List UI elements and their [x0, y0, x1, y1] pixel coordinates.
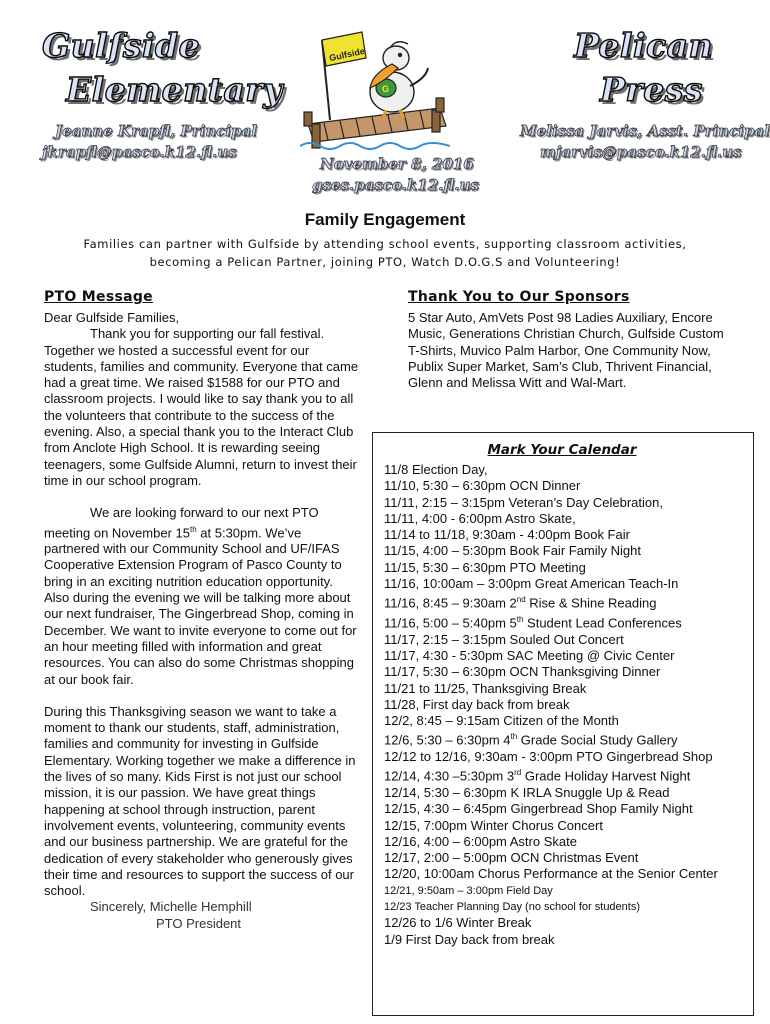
pto-greeting: Dear Gulfside Families, — [44, 310, 180, 325]
calendar-entry: 11/16, 8:45 – 9:30am 2nd Rise & Shine Reading — [384, 595, 657, 611]
calendar-heading: Mark Your Calendar — [487, 442, 637, 458]
calendar-entry: 11/8 Election Day, — [384, 462, 488, 477]
pto-paragraph-2: We are looking forward to our next PTO meeting on November 15th at 5:30pm. We’ve partnered with our Community School and UF/IFAS Cooperative Extension Program of Pasco County to bring in an exciting nutrition education opportunity. Also during the evening we will be talking more about our next fundraiser, The Gingerbread Shop, coming in December. We want to invite everyone to come out for an hour meeting filled with information and great resources. You can also do some Christmas shopping at our book fair. — [44, 505, 357, 687]
calendar-entry: 12/16, 4:00 – 6:00pm Astro Skate — [384, 833, 577, 849]
asst-principal-email[interactable]: mjarvis@pasco.k12.fl.us — [540, 143, 742, 161]
pto-paragraph-1: Thank you for supporting our fall festival. Together we hosted a successful event for our students, families and community. Everyone that came had a great time. We raised $1588 for our PTO and classroom projects. I would like to say thank you to all the volunteers that contribute to the success of the evening. Also, a special thank you to the Interact Club from Anclote High School. It is rewarding seeing teenagers, some Gulfside Alumni, return to invest their time in our school program. — [44, 326, 359, 488]
school-name-line1: Gulfside — [42, 26, 201, 65]
calendar-entry: 11/16, 10:00am – 3:00pm Great American Teach-In — [384, 576, 679, 592]
pto-message-heading: PTO Message — [44, 289, 153, 305]
calendar-list — [384, 462, 748, 948]
calendar-entry: 11/17, 4:30 - 5:30pm SAC Meeting @ Civic Center — [384, 647, 675, 663]
asst-principal-name: Melissa Jarvis, Asst. Principal — [520, 122, 770, 140]
school-name-line2: Elementary — [66, 70, 283, 109]
pelican-mascot-illustration — [300, 28, 450, 150]
pto-signer: PTO President — [156, 915, 242, 931]
calendar-entry: 12/20, 10:00am Chorus Performance at the Senior Center — [384, 866, 718, 882]
calendar-entry: 12/21, 9:50am – 3:00pm Field Day — [384, 884, 553, 897]
calendar-entry: 1/9 First Day back from break — [384, 931, 555, 947]
pto-message-body — [44, 310, 360, 932]
calendar-entry: 12/15, 7:00pm Winter Chorus Concert — [384, 817, 603, 833]
calendar-entry: 12/12 to 12/16, 9:30am - 3:00pm PTO Gingerbread Shop — [384, 749, 713, 765]
calendar-entry: 12/26 to 1/6 Winter Break — [384, 915, 532, 931]
flag-text: Gulfside — [328, 45, 366, 64]
calendar-entry: 12/2, 8:45 – 9:15am Citizen of the Month — [384, 713, 619, 729]
calendar-entry: 11/17, 2:15 – 3:15pm Souled Out Concert — [384, 631, 624, 647]
calendar-entry: 11/21 to 11/25, Thanksgiving Break — [384, 680, 587, 696]
theme-text-line1: Families can partner with Gulfside by attending school events, supporting classroom activities, — [83, 237, 687, 251]
theme-title: Family Engagement — [304, 210, 466, 229]
paper-name-line2: Press — [600, 70, 703, 109]
pto-closing: Sincerely, Michelle Hemphill — [90, 899, 252, 915]
svg-text:G: G — [382, 84, 390, 94]
calendar-entry: 12/17, 2:00 – 5:00pm OCN Christmas Event — [384, 850, 639, 866]
calendar-entry: 11/14 to 11/18, 9:30am - 4:00pm Book Fair — [384, 527, 630, 543]
calendar-entry: 11/11, 4:00 - 6:00pm Astro Skate, — [384, 510, 576, 526]
calendar-entry: 12/15, 4:30 – 6:45pm Gingerbread Shop Family Night — [384, 801, 693, 817]
sponsors-heading: Thank You to Our Sponsors — [408, 289, 630, 305]
paper-name-line1: Pelican — [574, 26, 713, 65]
issue-date: November 8, 2016 — [320, 155, 474, 173]
principal-name: Jeanne Krapfl, Principal — [55, 122, 257, 140]
calendar-entry: 11/15, 5:30 – 6:30pm PTO Meeting — [384, 559, 586, 575]
calendar-entry: 11/10, 5:30 – 6:30pm OCN Dinner — [384, 478, 581, 494]
theme-text-line2: becoming a Pelican Partner, joining PTO, Watch D.O.G.S and Volunteering! — [149, 255, 621, 269]
calendar-entry: 11/28, First day back from break — [384, 696, 570, 712]
calendar-entry: 12/23 Teacher Planning Day (no school for students) — [384, 901, 641, 914]
calendar-entry: 11/15, 4:00 – 5:30pm Book Fair Family Night — [384, 543, 641, 559]
pto-paragraph-3: During this Thanksgiving season we want to take a moment to thank our students, staff, administration, families and community for investing in Gulfside Elementary. Working together we make a difference in the lives of so many. Kids First is not just our school mission, it is our passion. We have great things happening at school through instruction, parent involvement events, volunteering, community events and our business partnership. We are grateful for the dedication of every stakeholder who generously gives their time and resources to support the success of our school. — [44, 703, 356, 899]
sponsors-list: 5 Star Auto, AmVets Post 98 Ladies Auxiliary, Encore Music, Generations Christian Church, Gulfside Custom T-Shirts, Muvico Palm Harbor, One Community Now, Publix Super Market, Sam’s Club, Thrivent Financial, Glenn and Melissa Witt and Wal-Mart. — [408, 310, 724, 391]
calendar-entry: 12/14, 4:30 –5:30pm 3rd Grade Holiday Harvest Night — [384, 768, 691, 784]
calendar-entry: 12/14, 5:30 – 6:30pm K IRLA Snuggle Up & Read — [384, 784, 670, 800]
principal-email[interactable]: jkrapfl@pasco.k12.fl.us — [42, 143, 237, 161]
water-waves — [300, 143, 450, 149]
calendar-entry: 11/17, 5:30 – 6:30pm OCN Thanksgiving Dinner — [384, 664, 661, 680]
calendar-entry: 11/11, 2:15 – 3:15pm Veteran’s Day Celebration, — [384, 494, 663, 510]
calendar-entry: 11/16, 5:00 – 5:40pm 5th Student Lead Conferences — [384, 615, 682, 631]
calendar-entry: 12/6, 5:30 – 6:30pm 4th Grade Social Study Gallery — [384, 732, 678, 748]
school-website[interactable]: gses.pasco.k12.fl.us — [312, 176, 479, 194]
